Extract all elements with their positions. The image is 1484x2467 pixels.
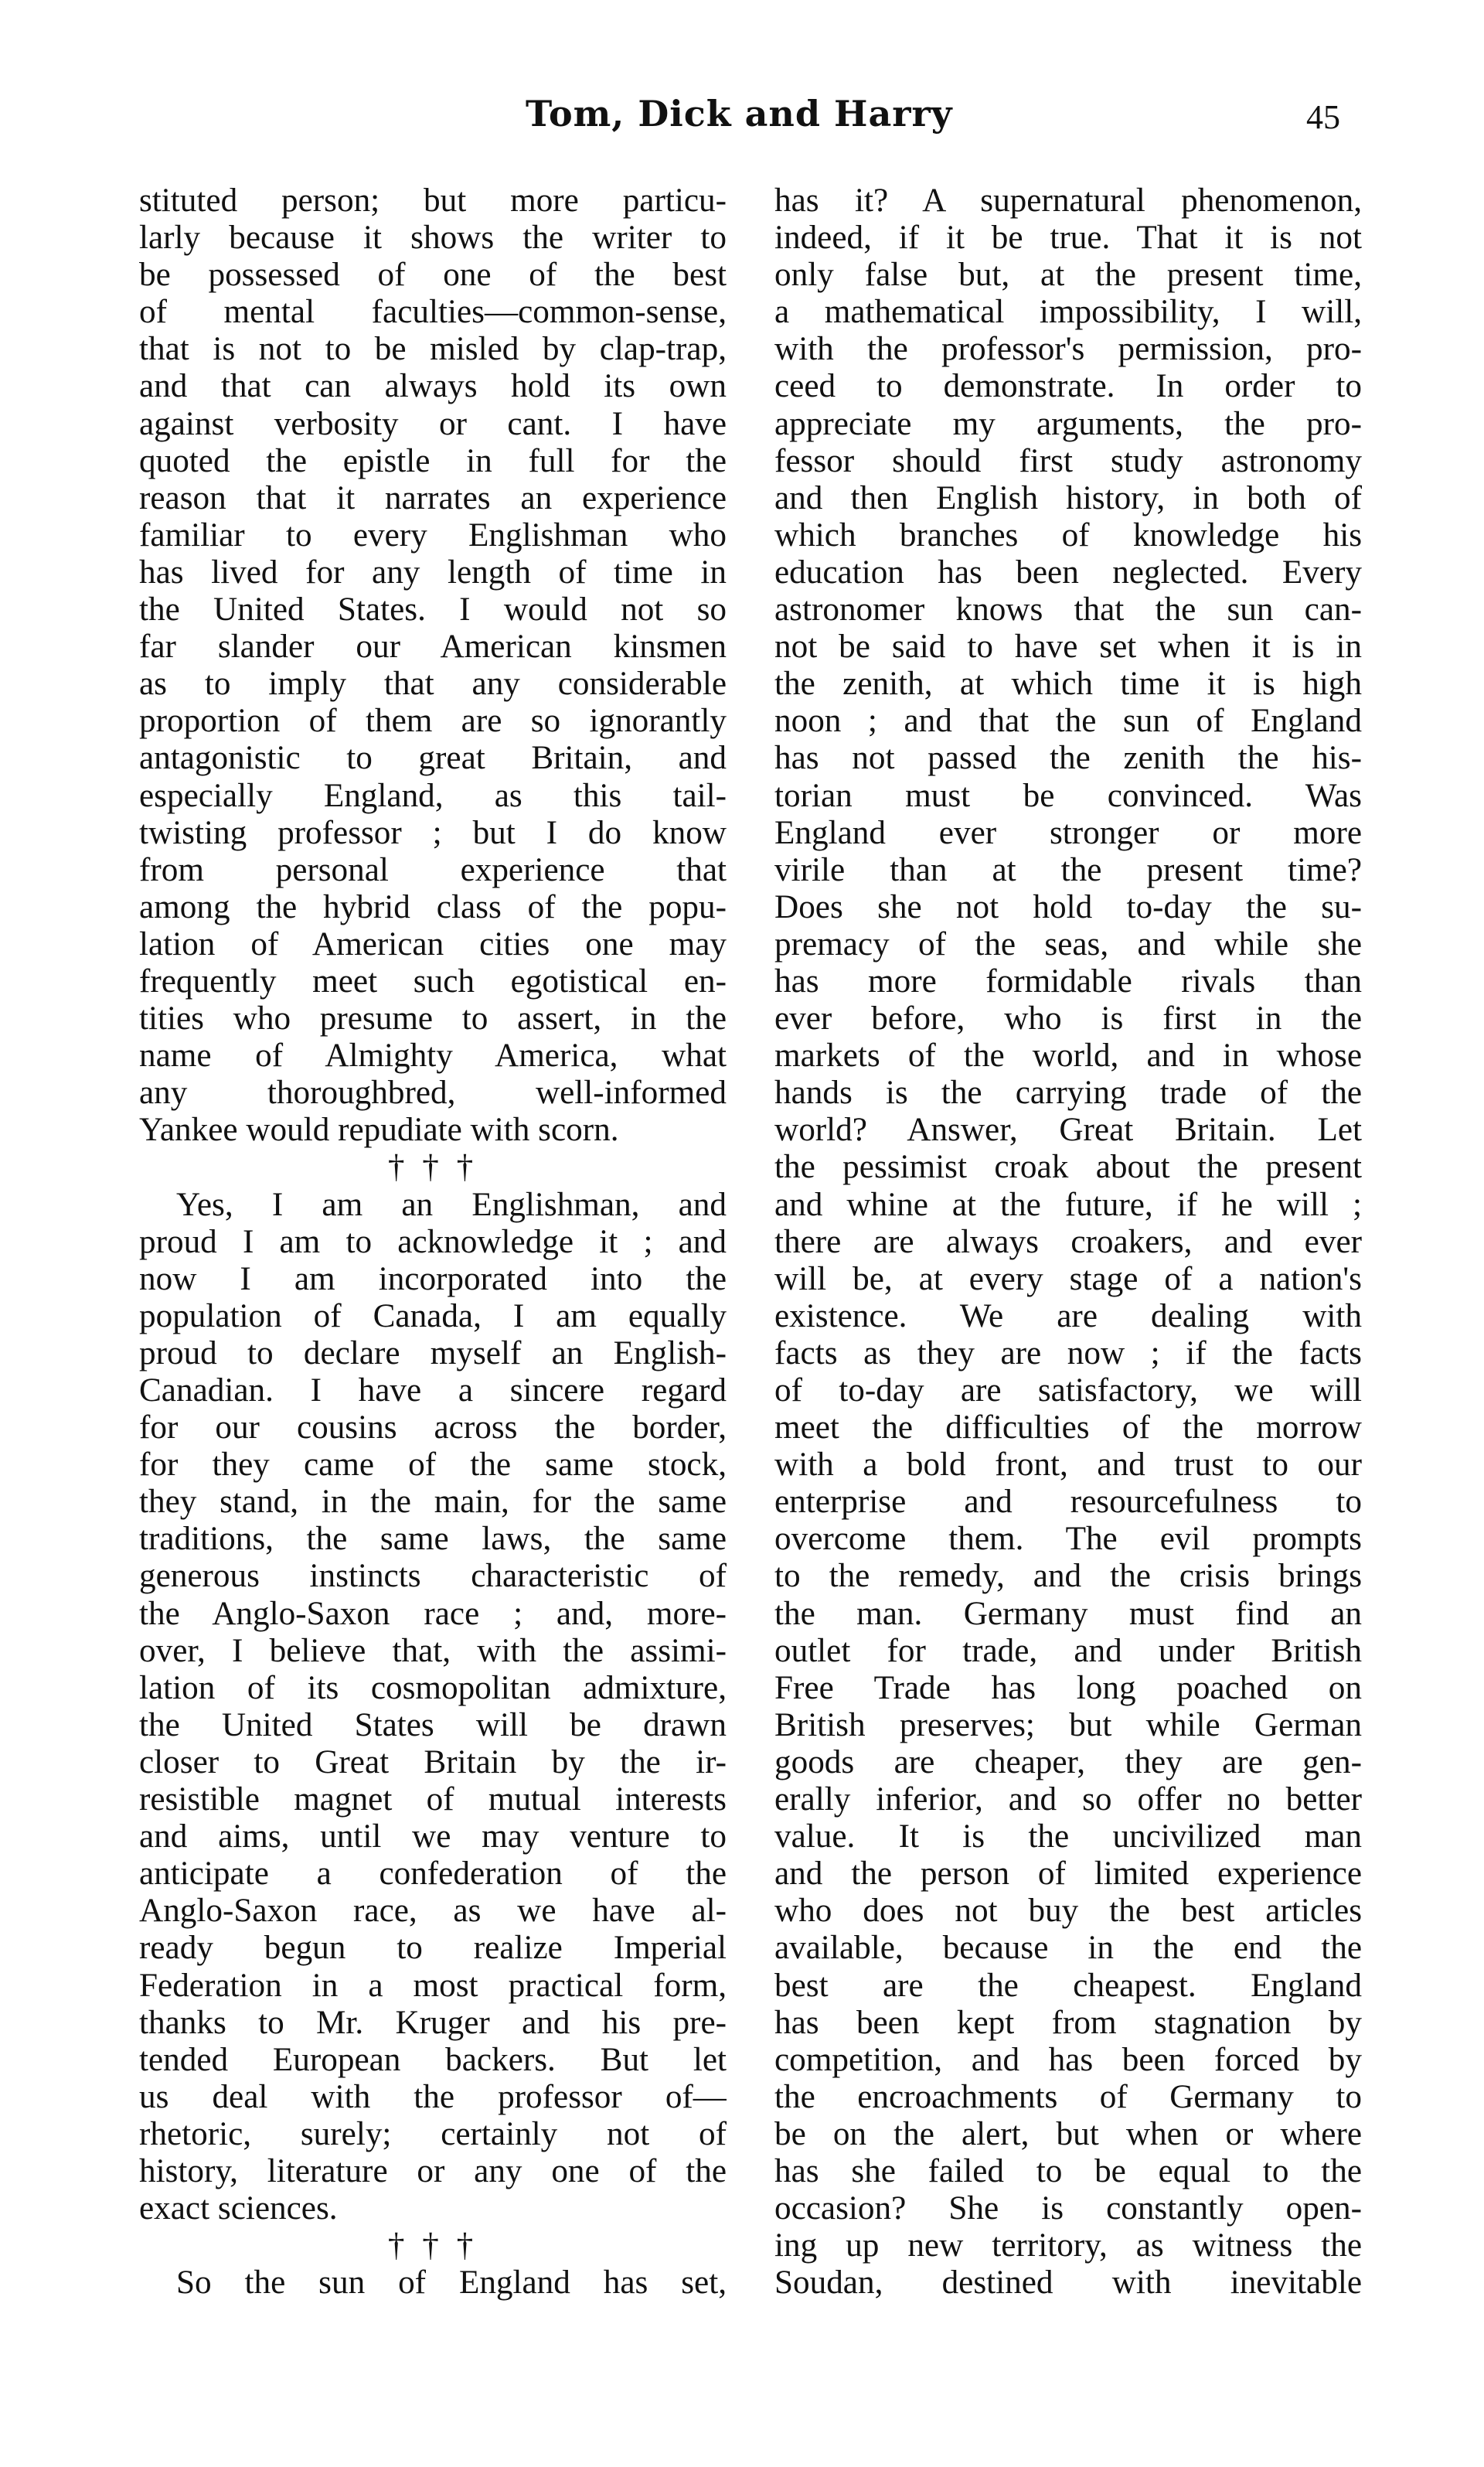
text-line: generous instincts characteristic of (139, 1558, 727, 1595)
text-line: rhetoric, surely; certainly not of (139, 2115, 727, 2152)
text-line: far slander our American kinsmen (139, 629, 727, 666)
text-line: twisting professor ; but I do know (139, 814, 727, 851)
text-line: the encroachments of Germany to (774, 2078, 1362, 2115)
left-text-column (139, 182, 727, 2302)
text-line: to the remedy, and the crisis brings (774, 1558, 1362, 1595)
text-line: torian must be convinced. Was (774, 777, 1362, 814)
text-line: occasion? She is constantly open- (774, 2190, 1362, 2227)
text-line: the pessimist croak about the present (774, 1149, 1362, 1186)
text-line: has it? A supernatural phenomenon, (774, 182, 1362, 219)
section-divider: † † † (387, 1149, 478, 1186)
text-line: frequently meet such egotistical en- (139, 963, 727, 1000)
text-line: tities who presume to assert, in the (139, 1000, 727, 1038)
text-line: Does she not hold to-day the su- (774, 888, 1362, 925)
right-text-column (774, 182, 1362, 2302)
text-line: proud I am to acknowledge it ; and (139, 1223, 727, 1260)
text-line: as to imply that any considerable (139, 666, 727, 703)
text-line: astronomer knows that the sun can- (774, 591, 1362, 629)
text-line: enterprise and resourcefulness to (774, 1484, 1362, 1521)
text-line: hands is the carrying trade of the (774, 1075, 1362, 1112)
text-line: stituted person; but more particu- (139, 182, 727, 219)
text-line: closer to Great Britain by the ir- (139, 1743, 727, 1780)
text-line: tended European backers. But let (139, 2041, 727, 2078)
text-line: competition, and has been forced by (774, 2041, 1362, 2078)
text-line: the zenith, at which time it is high (774, 666, 1362, 703)
text-line: a mathematical impossibility, I will, (774, 294, 1362, 331)
text-line: and aims, until we may venture to (139, 1818, 727, 1855)
text-line: with the professor's permission, pro- (774, 331, 1362, 368)
text-line: familiar to every Englishman who (139, 516, 727, 554)
text-line: for they came of the same stock, (139, 1446, 727, 1484)
text-line: existence. We are dealing with (774, 1297, 1362, 1334)
text-line: there are always croakers, and ever (774, 1223, 1362, 1260)
text-line: world? Answer, Great Britain. Let (774, 1112, 1362, 1149)
text-line: proud to declare myself an English- (139, 1334, 727, 1372)
text-line: they stand, in the main, for the same (139, 1484, 727, 1521)
text-line: facts as they are now ; if the facts (774, 1334, 1362, 1372)
text-line: will be, at every stage of a nation's (774, 1260, 1362, 1297)
text-line: that is not to be misled by clap-trap, (139, 331, 727, 368)
text-line: the Anglo-Saxon race ; and, more- (139, 1595, 727, 1632)
text-line: Anglo-Saxon race, as we have al- (139, 1893, 727, 1930)
text-line: lation of its cosmopolitan admixture, (139, 1669, 727, 1706)
text-line: goods are cheaper, they are gen- (774, 1743, 1362, 1780)
text-line: of mental faculties—common-sense, (139, 294, 727, 331)
text-line: value. It is the uncivilized man (774, 1818, 1362, 1855)
text-line: antagonistic to great Britain, and (139, 740, 727, 777)
text-line: us deal with the professor of— (139, 2078, 727, 2115)
text-line: be possessed of one of the best (139, 257, 727, 294)
text-line: population of Canada, I am equally (139, 1297, 727, 1334)
page-number: 45 (1306, 98, 1340, 136)
text-line: and the person of limited experience (774, 1855, 1362, 1893)
text-line: over, I believe that, with the assimi- (139, 1632, 727, 1669)
text-line: lation of American cities one may (139, 925, 727, 963)
text-line: Free Trade has long poached on (774, 1669, 1362, 1706)
text-line: Yes, I am an Englishman, and (176, 1186, 727, 1223)
text-line: meet the difficulties of the morrow (774, 1409, 1362, 1446)
text-line: quoted the epistle in full for the (139, 442, 727, 479)
text-line: has not passed the zenith the his- (774, 740, 1362, 777)
running-title: Tom, Dick and Harry (526, 93, 953, 135)
text-line: Canadian. I have a sincere regard (139, 1372, 727, 1409)
text-line: resistible magnet of mutual interests (139, 1781, 727, 1818)
text-line: reason that it narrates an experience (139, 479, 727, 516)
text-line: Soudan, destined with inevitable (774, 2264, 1362, 2302)
text-line: appreciate my arguments, the pro- (774, 405, 1362, 442)
text-line: especially England, as this tail- (139, 777, 727, 814)
section-divider: † † † (387, 2227, 478, 2264)
text-line: among the hybrid class of the popu- (139, 888, 727, 925)
text-line: name of Almighty America, what (139, 1038, 727, 1075)
text-line: history, literature or any one of the (139, 2152, 727, 2189)
text-line: be on the alert, but when or where (774, 2115, 1362, 2152)
text-line: ing up new territory, as witness the (774, 2227, 1362, 2264)
text-line: anticipate a confederation of the (139, 1855, 727, 1893)
text-line: the United States. I would not so (139, 591, 727, 629)
text-line: proportion of them are so ignorantly (139, 703, 727, 740)
text-line: education has been neglected. Every (774, 554, 1362, 591)
text-line: the United States will be drawn (139, 1706, 727, 1743)
text-line: not be said to have set when it is in (774, 629, 1362, 666)
text-line: larly because it shows the writer to (139, 220, 727, 257)
text-line: ready begun to realize Imperial (139, 1930, 727, 1967)
text-line: has lived for any length of time in (139, 554, 727, 591)
text-line: England ever stronger or more (774, 814, 1362, 851)
text-line: exact sciences. (139, 2190, 338, 2227)
text-line: Yankee would repudiate with scorn. (139, 1112, 619, 1149)
text-line: of to-day are satisfactory, we will (774, 1372, 1362, 1409)
text-line: which branches of knowledge his (774, 516, 1362, 554)
text-line: and that can always hold its own (139, 368, 727, 405)
text-line: traditions, the same laws, the same (139, 1521, 727, 1558)
text-line: and whine at the future, if he will ; (774, 1186, 1362, 1223)
text-line: overcome them. The evil prompts (774, 1521, 1362, 1558)
text-line: ceed to demonstrate. In order to (774, 368, 1362, 405)
text-line: ever before, who is first in the (774, 1000, 1362, 1038)
text-line: indeed, if it be true. That it is not (774, 220, 1362, 257)
text-line: now I am incorporated into the (139, 1260, 727, 1297)
text-line: fessor should first study astronomy (774, 442, 1362, 479)
text-line: thanks to Mr. Kruger and his pre- (139, 2004, 727, 2041)
text-line: for our cousins across the border, (139, 1409, 727, 1446)
text-line: only false but, at the present time, (774, 257, 1362, 294)
text-line: with a bold front, and trust to our (774, 1446, 1362, 1484)
text-line: So the sun of England has set, (176, 2264, 727, 2302)
text-line: noon ; and that the sun of England (774, 703, 1362, 740)
text-line: any thoroughbred, well-informed (139, 1075, 727, 1112)
text-line: erally inferior, and so offer no better (774, 1781, 1362, 1818)
text-line: and then English history, in both of (774, 479, 1362, 516)
text-line: outlet for trade, and under British (774, 1632, 1362, 1669)
text-line: virile than at the present time? (774, 851, 1362, 888)
text-line: available, because in the end the (774, 1930, 1362, 1967)
text-line: has more formidable rivals than (774, 963, 1362, 1000)
text-line: best are the cheapest. England (774, 1967, 1362, 2004)
text-line: from personal experience that (139, 851, 727, 888)
text-line: against verbosity or cant. I have (139, 405, 727, 442)
text-line: has been kept from stagnation by (774, 2004, 1362, 2041)
text-line: Federation in a most practical form, (139, 1967, 727, 2004)
text-line: premacy of the seas, and while she (774, 925, 1362, 963)
page-header (0, 93, 1484, 155)
text-line: has she failed to be equal to the (774, 2152, 1362, 2189)
text-line: the man. Germany must find an (774, 1595, 1362, 1632)
text-line: who does not buy the best articles (774, 1893, 1362, 1930)
text-line: markets of the world, and in whose (774, 1038, 1362, 1075)
text-line: British preserves; but while German (774, 1706, 1362, 1743)
